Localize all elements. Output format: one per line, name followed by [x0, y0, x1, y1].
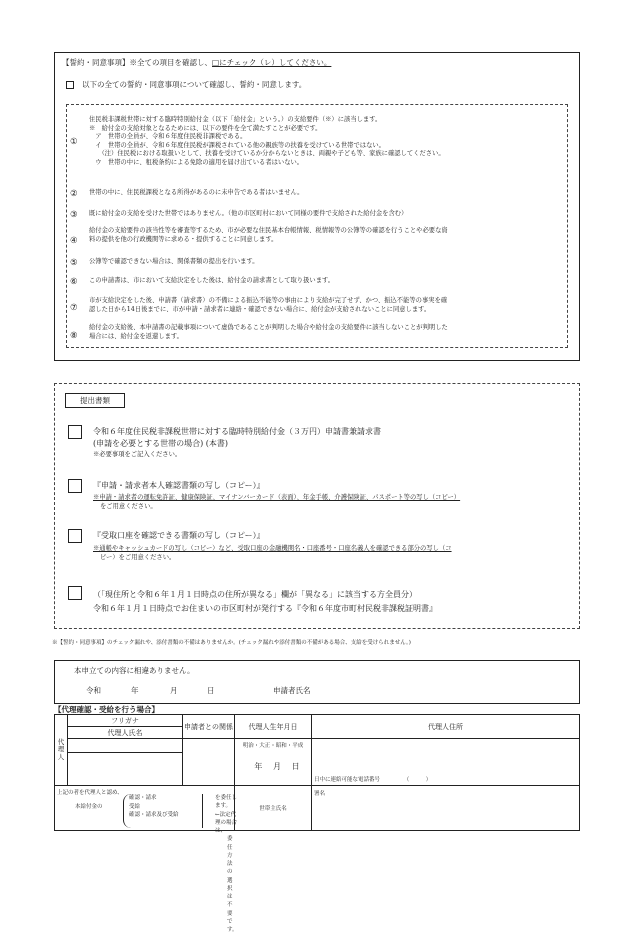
oath-item-text: [89, 210, 564, 219]
oath-item-line: イ 世帯の全員が、令和６年度住民税が課税されている他の親族等の扶養を受けている世帯ではない。: [89, 141, 385, 149]
oath-item-text: [89, 227, 564, 244]
dob-day-label: 日: [291, 762, 300, 771]
dob-year-label: 年: [254, 762, 263, 771]
address-field[interactable]: [312, 739, 580, 786]
check-all-row: 以下の全ての誓約・同意事項について確認し、誓約・同意します。: [66, 80, 306, 90]
oath-item-line: 料の提供を他の行政機関等に求める・提供することに同意します。: [89, 235, 278, 243]
oath-item-line: （注）住民税における取扱いとして、扶養を受けているか分からないときは、両親や子ども等、家族に確認してください。: [89, 150, 445, 157]
signature-field[interactable]: [312, 786, 580, 831]
oath-item-text: [89, 297, 564, 314]
doc2-checkbox[interactable]: [68, 478, 82, 497]
oath-item-line: 場合には、給付金を返還します。: [89, 332, 183, 340]
dob-month-label: 月: [272, 762, 281, 771]
option-both[interactable]: 確認・請求及び受給: [129, 812, 179, 819]
era-options: 明治・大正・昭和・平成: [242, 743, 304, 749]
notice: ※【誓約・同意事項】のチェック漏れや、添付書類の不備はありませんか。(チェック漏れや添付書類の不備がある場合、支給を受けられません。): [52, 640, 411, 646]
phone-label: 日中に連絡可能な電話番号: [314, 777, 381, 783]
oath-item-number: ⑤: [70, 258, 78, 268]
doc4-text: （「現住所と令和６年１月１日時点の住所が異なる」欄が「異なる」に該当する方全員分） 令和６年１月１日時点でお住まいの市区町村が発行する『令和６年度市町村民税非課税証明書』: [93, 590, 437, 613]
day-label: 日: [207, 686, 215, 695]
oath-item-number: ⑥: [70, 277, 78, 287]
option-receive[interactable]: 受給: [129, 803, 141, 810]
documents-title: 提出書類: [65, 393, 125, 408]
option-confirm-request[interactable]: 確認・請求: [129, 795, 157, 801]
doc4-checkbox[interactable]: [68, 585, 82, 604]
delegation-options: [123, 794, 203, 828]
delegation-cell: 上記の者を代理人と認め、 本給付金の 確認・請求 受給 確認・請求及び受給 を委任します。 ←法定代理の場合は、 委任方法の選択は不要です。: [55, 786, 235, 831]
oath-item-line: ア 世帯の全員が、令和６年度住民税非課税である。: [89, 133, 247, 140]
oath-header: 【誓約・同意事項】※全ての項目を確認し、□にチェック（レ）してください。: [62, 58, 332, 67]
oath-item-line: 給付金の支給後、本申請書の記載事項について虚偽であることが判明した場合や給付金の支給要件に該当しないことが判明した: [89, 324, 448, 331]
oath-item-line: 給付金の支給要件の該当性等を審査等するため、市が必要な住民基本台帳情報、税情報等の公簿等の確認を行うことや必要な資: [89, 227, 448, 234]
month-label: 月: [170, 686, 178, 695]
oath-item-text: [89, 324, 564, 341]
applicant-name-label: 申請者氏名: [273, 686, 311, 695]
check-all-checkbox[interactable]: [66, 81, 74, 89]
oath-item-number: ③: [70, 210, 78, 220]
oath-item-line: ウ 世帯の中に、租税条約による免除の適用を届け出ている者はいない。: [89, 158, 304, 166]
year-label: 年: [131, 686, 139, 695]
oath-item-text: [89, 189, 564, 198]
head-label: 世帯主氏名: [235, 786, 312, 831]
proxy-side-label: 代理人: [55, 715, 68, 786]
confirm-statement: 本申立ての内容に相違ありません。: [74, 666, 195, 675]
oath-item-line: 公簿等で確認できない場合は、関係書類の提出を行います。: [89, 258, 259, 265]
oath-item-line: 世帯の中に、住民税課税となる所得があるのに未申告である者はいません。: [89, 189, 304, 196]
applicant-name-field[interactable]: [322, 685, 522, 699]
proxy-heading: 【代理確認・受給を行う場合】: [54, 705, 159, 714]
oath-item-line: 市が支給決定をした後、申請書（請求書）の不備による振込不能等の事由により支給が完了せず、かつ、振込不能等の事実を確: [89, 297, 448, 304]
proxy-table: [54, 714, 580, 933]
oath-item-line: この申請書は、市において支給決定をした後は、給付金の請求書として取り扱います。: [89, 277, 335, 284]
oath-item-number: ⑧: [70, 331, 78, 341]
oath-item-number: ②: [70, 189, 78, 199]
oath-item-line: ※ 給付金の支給対象となるためには、以下の要件を全て満たすことが必要です。: [89, 124, 322, 132]
oath-item-number: ⑦: [70, 303, 78, 313]
proxy-name-label: 代理人氏名: [68, 727, 183, 739]
oath-item-number: ④: [70, 236, 78, 246]
doc3-text: 『受取口座を確認できる書類の写し（コピー）』 ※通帳やキャッシュカードの写し（コピー）など、受取口座の金融機関名・口座番号・口座名義人を確認できる部分の写し（コ ピー）をご用意ください。: [93, 531, 452, 561]
proxy-name-field[interactable]: [68, 753, 183, 786]
doc3-checkbox[interactable]: [68, 528, 82, 547]
oath-item-line: 認した日から14日後までに、市が申請・請求者に連絡・確認できない場合に、給付金が支給されないことに同意します。: [89, 305, 431, 313]
doc2-text: 『申請・請求者本人確認書類の写し（コピー）』 ※申請・請求者の運転免許証、健康保険証、マイナンバーカード（表面）、年金手帳、介護保険証、パスポート等の写し（コピー） をご用意ください。: [93, 481, 461, 510]
oath-item-line: 既に給付金の支給を受けた世帯ではありません。（他の市区町村において同様の要件で支給された給付金を含む）: [89, 210, 408, 217]
address-label: 代理人住所: [312, 715, 580, 739]
dob-field[interactable]: [235, 739, 312, 786]
oath-item-text: [89, 258, 564, 267]
relation-label: 申請者との関係: [183, 715, 235, 739]
doc1-checkbox[interactable]: [68, 424, 82, 443]
oath-item-text: [89, 277, 564, 286]
furigana-label: フリガナ: [68, 715, 183, 727]
signature-label: 署名: [314, 791, 326, 797]
oath-item-line: 住民税非課税世帯に対する臨時特別給付金（以下「給付金」という。）の支給要件（※）に該当します。: [89, 116, 382, 123]
oath-item-number: ①: [70, 137, 78, 147]
doc1-text: 令和６年度住民税非課税世帯に対する臨時特別給付金（３万円）申請書兼請求書 (申請を必要とする世帯の場合) (本書) ※必要事項をご記入ください。: [93, 427, 381, 458]
phone-paren: （ ）: [403, 777, 432, 783]
relation-field[interactable]: [183, 739, 235, 786]
oath-item-text: [89, 116, 564, 167]
furigana-field[interactable]: [68, 739, 183, 753]
dob-label: 代理人生年月日: [235, 715, 312, 739]
delegation-note: を委任します。 ←法定代理の場合は、 委任方法の選択は不要です。: [215, 795, 238, 933]
era-label: 令和: [86, 686, 101, 695]
